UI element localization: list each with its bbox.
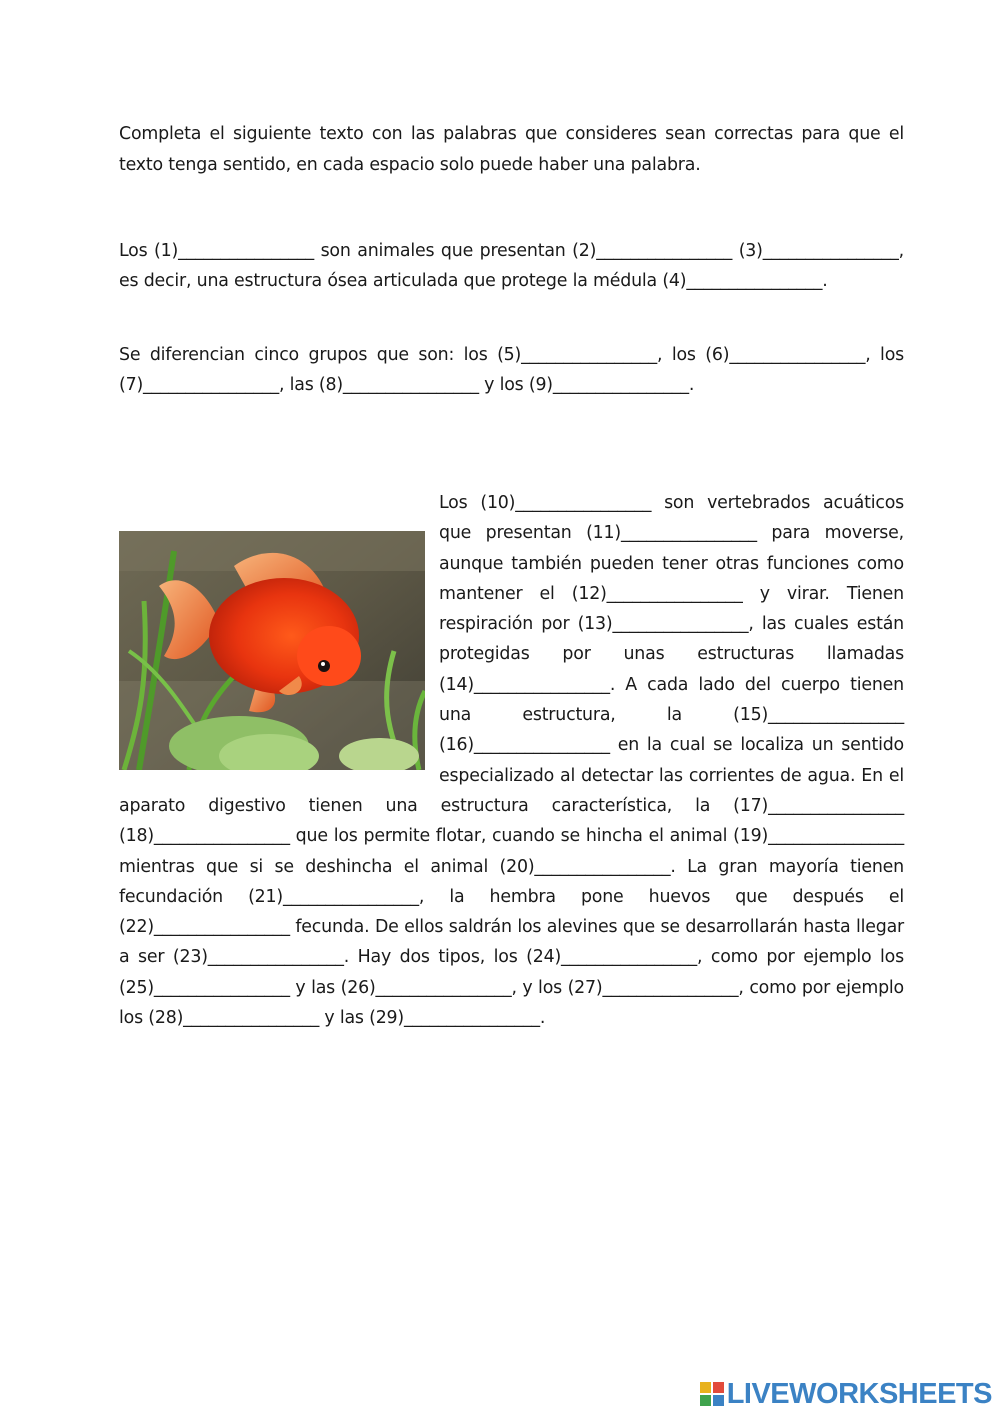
liveworksheets-logo[interactable] <box>699 1377 992 1411</box>
liveworksheets-logo-icon <box>699 1381 725 1407</box>
paragraph-fish-block <box>119 488 904 1033</box>
liveworksheets-logo-text: LIVEWORKSHEETS <box>726 1377 992 1410</box>
instructions-text: Completa el siguiente texto con las palabras que consideres sean correctas para que el texto tenga sentido, en cada espacio solo puede haber una palabra. <box>119 124 904 175</box>
paragraph-vertebrates: Los (1)________________ son animales que presentan (2)________________ (3)________________, es decir, una estructura ósea articulada que protege la médula (4)________________. <box>119 241 904 292</box>
paragraph-groups: Se diferencian cinco grupos que son: los (5)________________, los (6)________________, los (7)________________, las (8)________________ y los (9)________________. <box>119 345 904 396</box>
goldfish-photo <box>119 531 425 770</box>
paragraph-fish: Los (10)________________ son vertebrados acuáticos que presentan (11)________________ para moverse, aunque también pueden tener otras funciones como mantener el (12)________________ y virar. Tienen respiración por (13)________________, las cuales están protegidas por unas estructuras llamadas (14)________________. A cada lado del cuerpo tienen una estructura, la (15)________________ (16)________________ en la cual se localiza un sentido especializado al detectar las corrientes de agua. En el aparato digestivo tienen una estructura característica, la (17)________________ (18)________________ que los permite flotar, cuando se hincha el animal (19)________________ mientras que si se deshincha el animal (20)________________. La gran mayoría tienen fecundación (21)________________, la hembra pone huevos que después el (22)________________ fecunda. De ellos saldrán los alevines que se desarrollarán hasta llegar a ser (23)________________. Hay dos tipos, los (24)________________, como por ejemplo los (25)________________ y las (26)________________, y los (27)________________, como por ejemplo los (28)________________ y las (29)________________. <box>119 493 904 1029</box>
